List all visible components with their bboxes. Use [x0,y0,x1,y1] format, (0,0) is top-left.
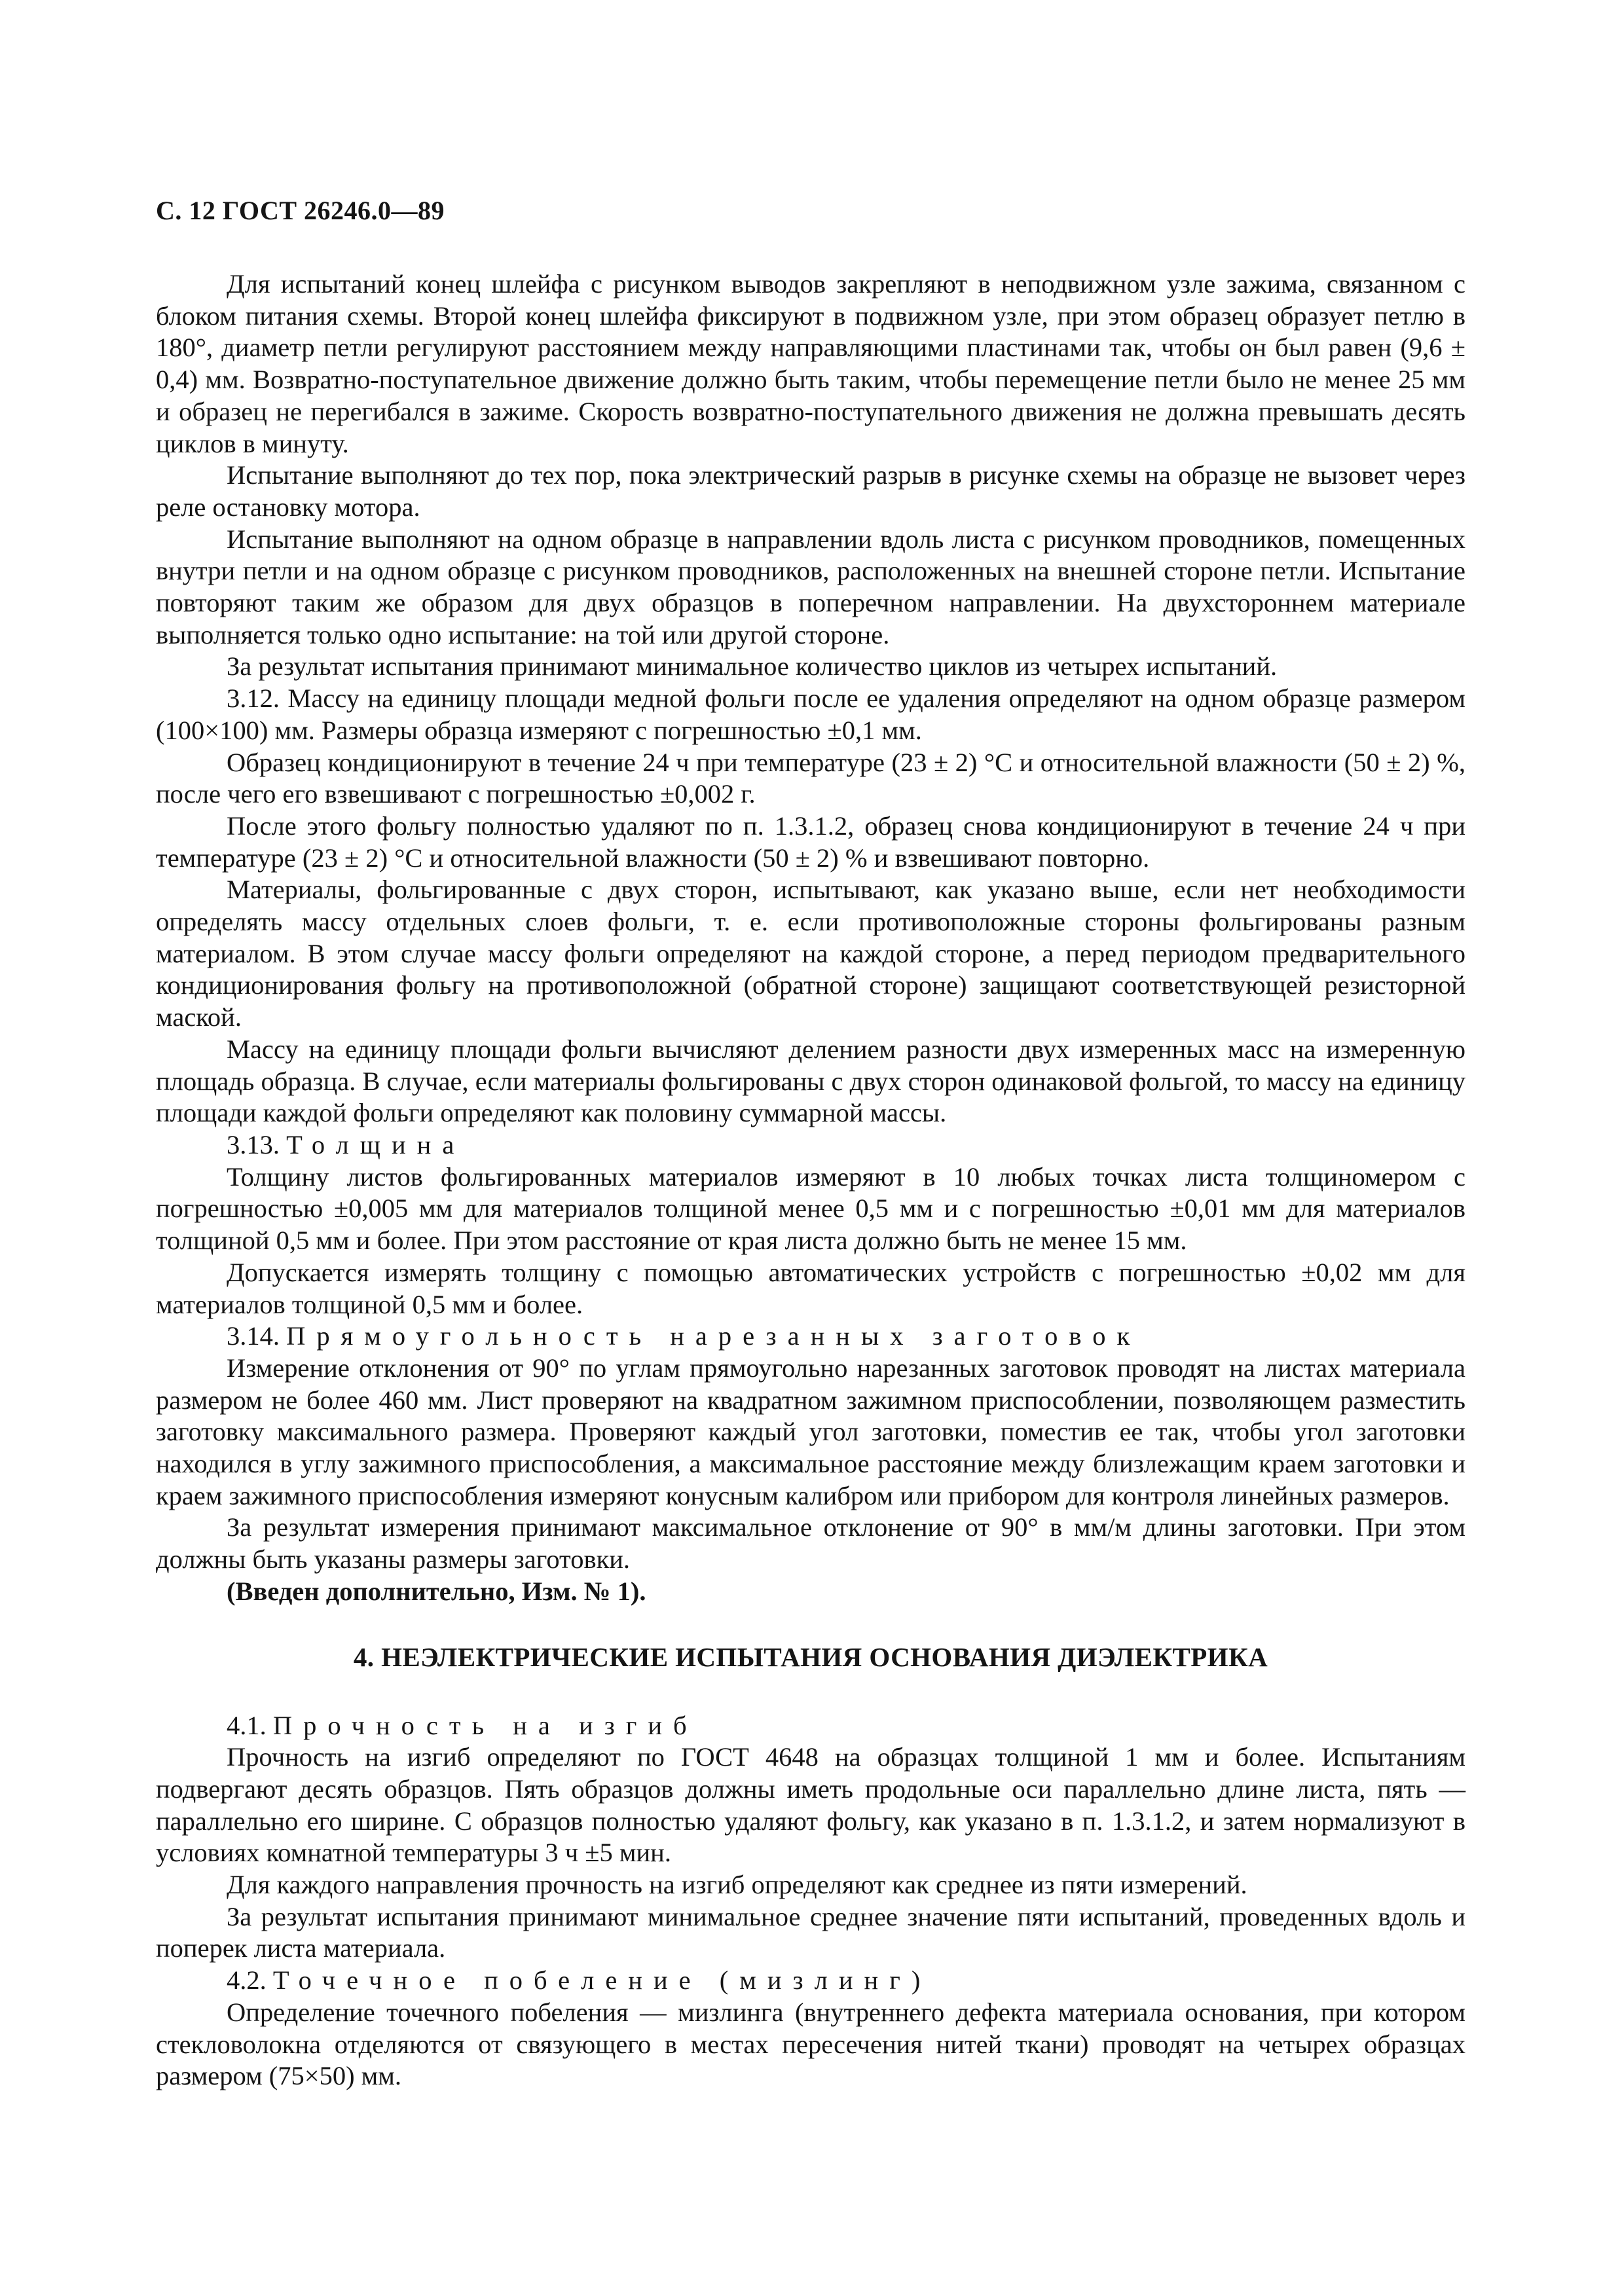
page-header: С. 12 ГОСТ 26246.0—89 [156,196,445,225]
paragraph: За результат испытания принимают минимальное количество циклов из четырех испытаний. [227,651,1278,682]
document-body [156,268,1465,2092]
paragraph: За результат измерения принимают максимальное отклонение от 90° в мм/м длины заготовки. При этом должны быть указаны размеры заготовки. [156,1512,1465,1575]
paragraph: После этого фольгу полностью удаляют по п. 1.3.1.2, образец снова кондиционируют в течение 24 ч при температуре (23 ± 2) °С и относительной влажности (50 ± 2) % и взвешивают повторно. [156,811,1465,873]
subsection-title: Прочность на изгиб [272,1710,698,1740]
paragraph: Толщину листов фольгированных материалов измеряют в 10 любых точках листа толщиномером с погрешностью ±0,005 мм для материалов толщиной менее 0,5 мм и с погрешностью ±0,01 мм для материалов толщиной 0,5 мм и более. При этом расстояние от края листа должно быть не менее 15 мм. [156,1161,1465,1256]
paragraph: Материалы, фольгированные с двух сторон, испытывают, как указано выше, если нет необходимости определять массу отдельных слоев фольги, т. е. если противоположные стороны фольгированы разным материалом. В этом случае массу фольги определяют на каждой стороне, а перед периодом предварительного кондиционирования фольгу на противоположной (обратной стороне) защищают соответствующей резисторной маской. [156,875,1465,1032]
paragraph: Для каждого направления прочность на изгиб определяют как среднее из пяти измерений. [227,1870,1247,1900]
paragraph: Испытание выполняют на одном образце в направлении вдоль листа с рисунком проводников, помещенных внутри петли и на одном образце с рисунком проводников, расположенных на внешней стороне петли. Испытание повторяют таким же образом для двух образцов в поперечном направлении. На двухстороннем материале выполняется только одно испытание: на той или другой стороне. [156,524,1465,649]
paragraph: Прочность на изгиб определяют по ГОСТ 4648 на образцах толщиной 1 мм и более. Испытаниям подвергают десять образцов. Пять образцов должны иметь продольные оси параллельно длине листа, пять — параллельно его ширине. С образцов полностью удаляют фольгу, как указано в п. 1.3.1.2, и затем нормализуют в условиях комнатной температуры 3 ч ±5 мин. [156,1742,1465,1868]
subsection-heading-4-1 [156,1710,1465,1742]
paragraph: Массу на единицу площади фольги вычисляют делением разности двух измеренных масс на измеренную площадь образца. В случае, если материалы фольгированы с двух сторон одинаковой фольгой, то массу на единицу площади каждой фольги определяют как половину суммарной массы. [156,1034,1465,1128]
paragraph-3-12: 3.12. Массу на единицу площади медной фольги после ее удаления определяют на одном образце размером (100×100) мм. Размеры образца измеряют с погрешностью ±0,1 мм. [156,683,1465,745]
paragraph: Образец кондиционируют в течение 24 ч при температуре (23 ± 2) °С и относительной влажности (50 ± 2) %, после чего его взвешивают с погрешностью ±0,002 г. [156,747,1465,809]
paragraph: За результат испытания принимают минимальное среднее значение пяти испытаний, проведенных вдоль и поперек листа материала. [156,1901,1465,1963]
subsection-number: 4.2. [227,1965,267,1995]
paragraph: Испытание выполняют до тех пор, пока электрический разрыв в рисунке схемы на образце не вызовет через реле остановку мотора. [156,460,1465,522]
subsection-heading-3-13 [156,1129,1465,1161]
paragraph: Измерение отклонения от 90° по углам прямоугольно нарезанных заготовок проводят на листах материала размером не более 460 мм. Лист проверяют на квадратном зажимном приспособлении, позволяющем разместить заготовку максимального размера. Проверяют каждый угол заготовки, поместив ее так, чтобы угол заготовки находился в углу зажимного приспособления, а максимальное расстояние между близлежащим краем заготовки и краем зажимного приспособления измеряют конусным калибром или прибором для контроля линейных размеров. [156,1353,1465,1510]
subsection-number: 3.14. [227,1321,280,1351]
subsection-title: Точечное побеление (мизлинг) [272,1965,932,1995]
subsection-heading-4-2 [156,1965,1465,1997]
subsection-title: Прямоугольность нарезанных заготовок [286,1321,1141,1351]
paragraph: Допускается измерять толщину с помощью автоматических устройств с погрешностью ±0,02 мм для материалов толщиной 0,5 мм и более. [156,1257,1465,1319]
paragraph: Определение точечного побеления — мизлинга (внутреннего дефекта материала основания, при котором стекловолокна отделяются от связующего в местах пересечения нитей ткани) проводят на четырех образцах размером (75×50) мм. [156,1997,1465,2091]
section-4-title: 4. НЕЭЛЕКТРИЧЕСКИЕ ИСПЫТАНИЯ ОСНОВАНИЯ ДИЭЛЕКТРИКА [353,1641,1268,1672]
subsection-title: Толщина [286,1129,466,1159]
paragraph: Для испытаний конец шлейфа с рисунком выводов закрепляют в неподвижном узле зажима, связанном с блоком питания схемы. Второй конец шлейфа фиксируют в подвижном узле, при этом образец образует петлю в 180°, диаметр петли регулируют расстоянием между направляющими пластинами так, чтобы он был равен (9,6 ± 0,4) мм. Возвратно-поступательное движение должно быть таким, чтобы перемещение петли было не менее 25 мм и образец не перегибался в зажиме. Скорость возвратно-поступательного движения не должна превышать десять циклов в минуту. [156,269,1465,458]
amendment-note: (Введен дополнительно, Изм. № 1). [227,1576,646,1606]
subsection-number: 3.13. [227,1129,280,1159]
subsection-number: 4.1. [227,1710,267,1740]
subsection-heading-3-14 [156,1321,1465,1353]
